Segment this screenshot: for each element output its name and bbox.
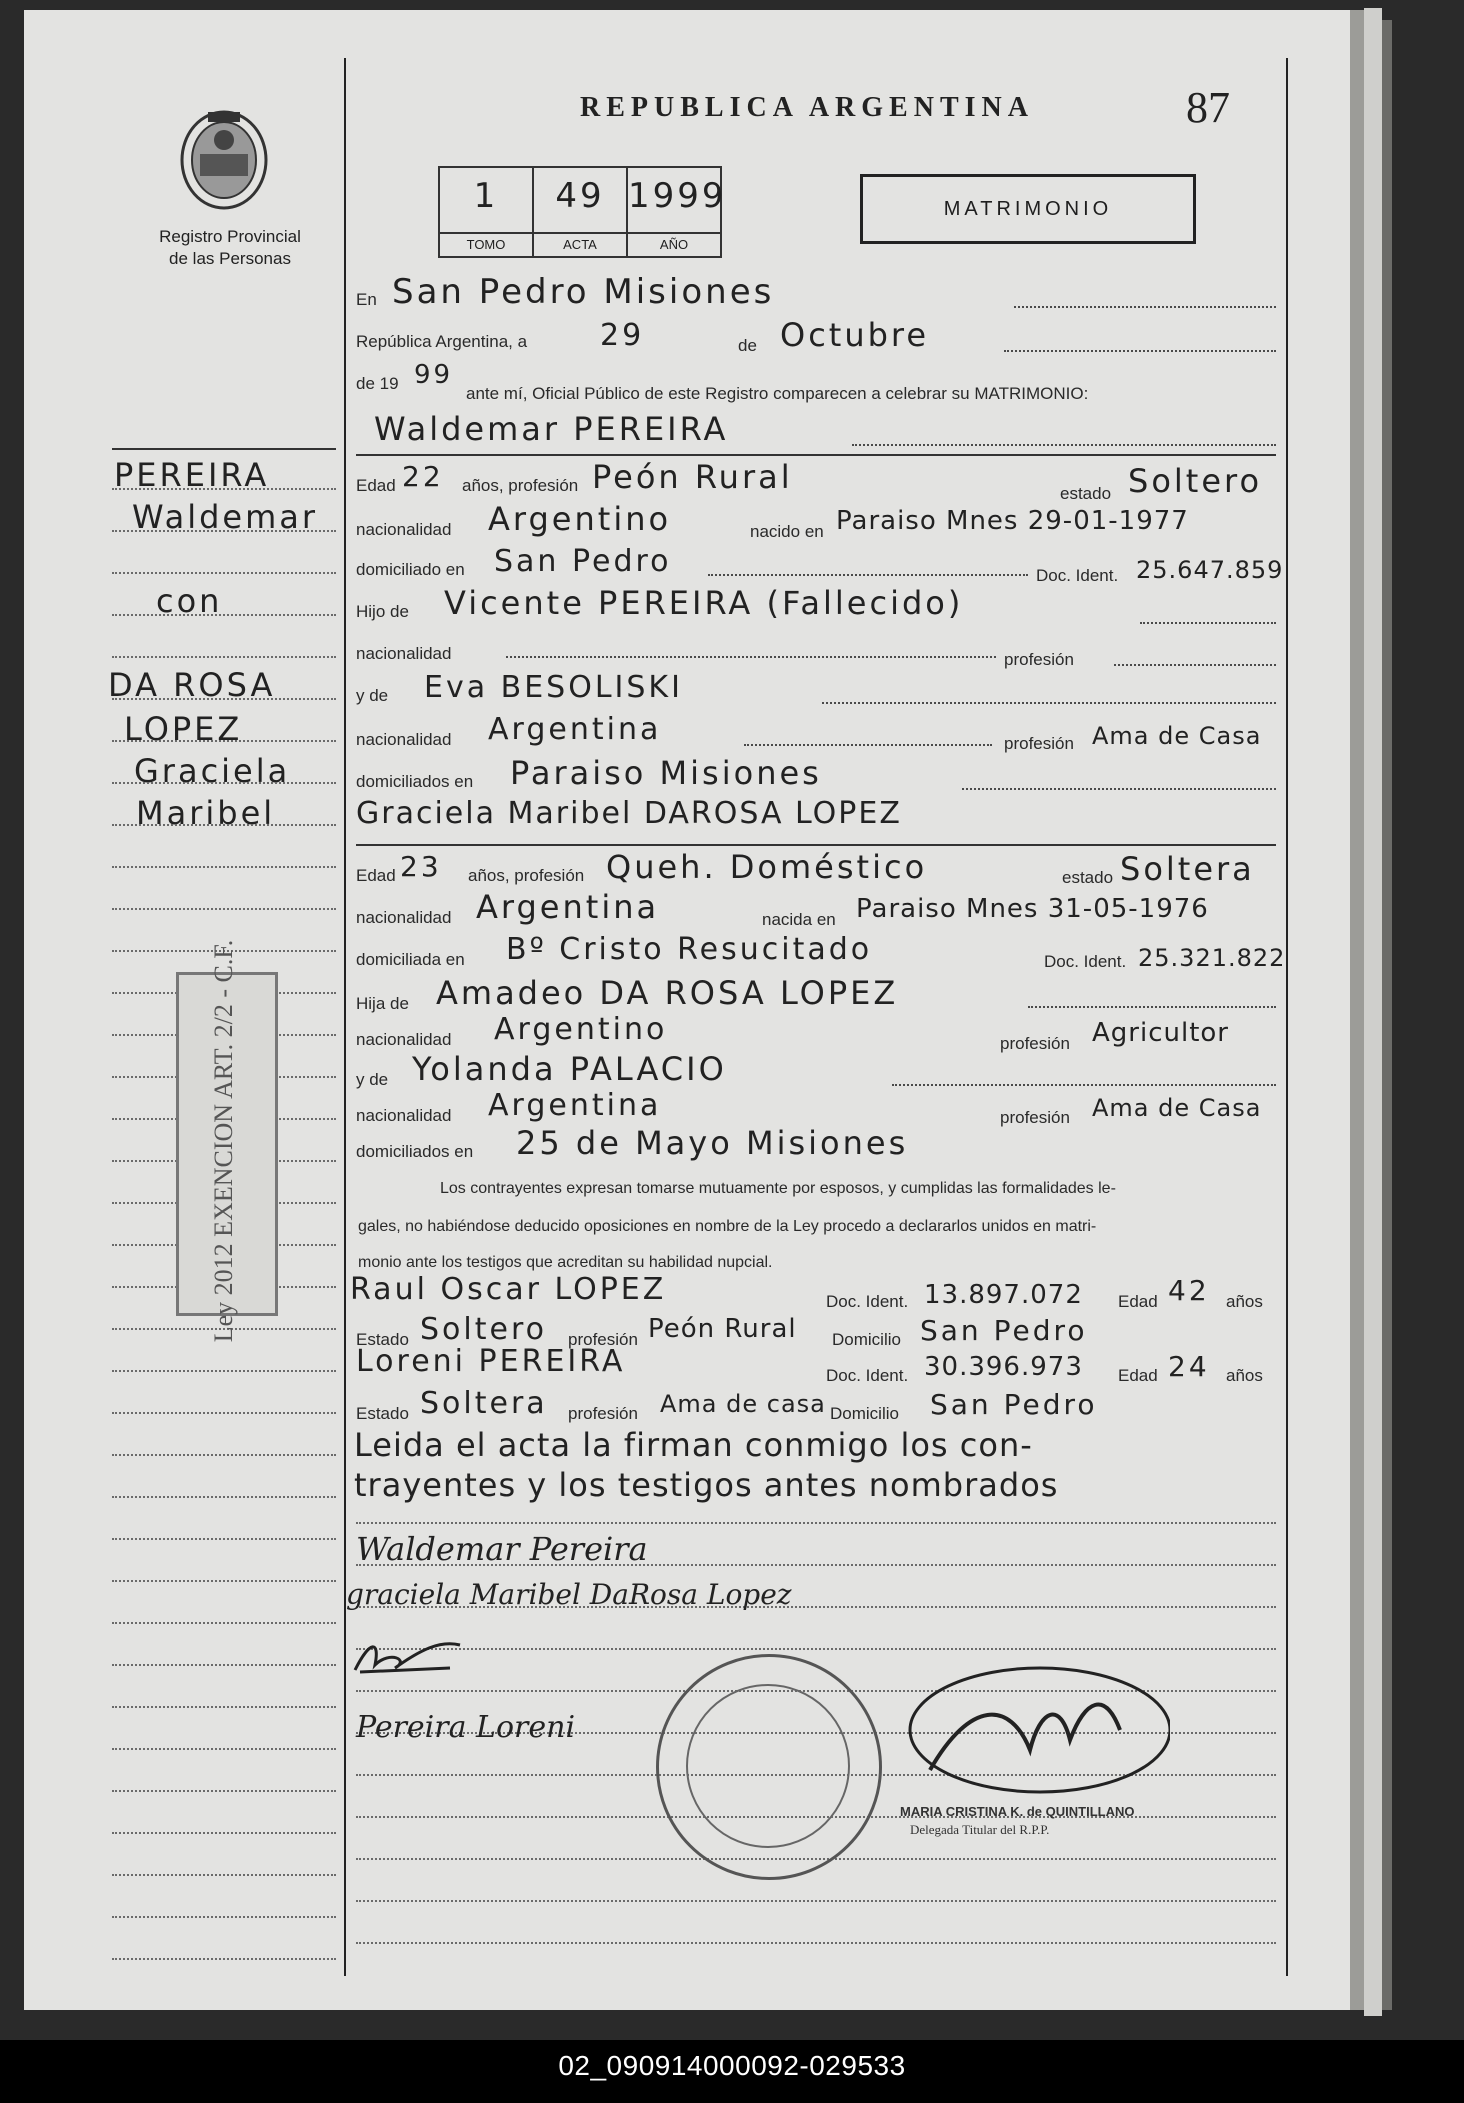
groom-hijo-label: Hijo de	[356, 602, 409, 621]
acta-label: ACTA	[534, 232, 626, 256]
record-box	[438, 166, 727, 258]
witness2-estado-label: Estado	[356, 1404, 409, 1423]
witness2-edad: 24	[1168, 1350, 1210, 1383]
margin-name-7: Maribel	[136, 794, 276, 832]
margin-name-5: LOPEZ	[124, 710, 243, 748]
ano-cell	[628, 168, 727, 256]
witness1-edad-label: Edad	[1118, 1292, 1158, 1311]
place-label: En	[356, 290, 377, 309]
right-border	[1286, 58, 1288, 1976]
witness1-prof-label: profesión	[568, 1330, 638, 1349]
groom-madre-prof-label: profesión	[1004, 734, 1074, 753]
closing-line-2: trayentes y los testigos antes nombrados	[354, 1466, 1059, 1504]
margin-divider	[344, 58, 346, 1976]
margin-rule	[112, 740, 336, 742]
bride-hija-label: Hija de	[356, 994, 409, 1013]
groom-madre-prof: Ama de Casa	[1092, 722, 1262, 750]
scan-id: 02_090914000092-029533	[558, 2050, 906, 2081]
groom-padre: Vicente PEREIRA (Fallecido)	[444, 584, 964, 622]
groom-madre-nac: Argentina	[488, 712, 662, 747]
witness2-name: Loreni PEREIRA	[356, 1344, 626, 1379]
intro-text: ante mí, Oficial Público de este Registro comparecen a celebrar su MATRIMONIO:	[466, 384, 1089, 403]
margin-rule	[112, 866, 336, 868]
margin-rule	[112, 1454, 336, 1456]
groom-estado: Soltero	[1128, 462, 1263, 500]
acta-cell	[534, 168, 628, 256]
margin-rule	[112, 782, 336, 784]
de-label: de	[738, 336, 757, 355]
body-rule	[356, 1942, 1276, 1944]
page-number: 87	[1186, 83, 1230, 132]
rule	[962, 788, 1276, 790]
bride-doc-label: Doc. Ident.	[1044, 952, 1127, 971]
bride-estado: Soltera	[1120, 850, 1255, 888]
margin-rule	[112, 1622, 336, 1624]
margin-rule	[112, 488, 336, 490]
place-value: San Pedro Misiones	[392, 272, 775, 312]
bride-doc: 25.321.822	[1138, 944, 1286, 972]
republic-label: República Argentina, a	[356, 332, 528, 351]
bride-edad-label: Edad	[356, 866, 396, 885]
margin-name-1: PEREIRA	[114, 456, 270, 494]
groom-doc-label: Doc. Ident.	[1036, 566, 1119, 585]
official-seal-inner	[686, 1684, 850, 1848]
rule	[1014, 306, 1276, 308]
groom-dom-label: domiciliado en	[356, 560, 465, 579]
day-value: 29	[600, 318, 645, 353]
bride-nacionalidad: Argentina	[476, 888, 660, 926]
registry-label	[140, 226, 320, 270]
groom-padre-prof-label: profesión	[1004, 650, 1074, 669]
groom-padres-dom: Paraiso Misiones	[510, 754, 822, 792]
margin-rule	[112, 1790, 336, 1792]
margin-rule	[112, 1958, 336, 1960]
official-role: Delegada Titular del R.P.P.	[910, 1822, 1050, 1837]
rule	[506, 656, 996, 658]
margin-underline	[112, 448, 336, 450]
groom-name: Waldemar PEREIRA	[374, 410, 729, 448]
signature-witness1-icon	[350, 1630, 470, 1680]
body-rule	[356, 1900, 1276, 1902]
declaration-line-2: gales, no habiéndose deducido oposiciones en nombre de la Ley procedo a declararlos unidos en matri-	[358, 1218, 1097, 1235]
groom-edad-label: Edad	[356, 476, 396, 495]
margin-rule	[112, 1748, 336, 1750]
witness1-domicilio: San Pedro	[920, 1314, 1088, 1347]
rule	[1114, 664, 1276, 666]
groom-doms-label: domiciliados en	[356, 772, 474, 791]
stamp-label: Ley 2012 EXENCION ART. 2/2 - C.F.	[209, 939, 238, 1343]
bride-padre-prof: Agricultor	[1092, 1018, 1229, 1048]
declaration-line-1: Los contrayentes expresan tomarse mutuamente por esposos, y cumplidas las formalidades le-	[440, 1180, 1116, 1197]
bride-nac-label: nacionalidad	[356, 908, 452, 927]
ano-label: AÑO	[628, 232, 720, 256]
margin-rule	[112, 1538, 336, 1540]
rule	[1140, 622, 1276, 624]
witness1-doc: 13.897.072	[924, 1280, 1083, 1310]
witness2-doc-label: Doc. Ident.	[826, 1366, 909, 1385]
page-edge	[1364, 8, 1382, 2016]
groom-prof-label: años, profesión	[462, 476, 579, 495]
bride-estado-label: estado	[1062, 868, 1114, 887]
closing-line-1: Leida el acta la firman conmigo los con-	[354, 1426, 1033, 1464]
margin-rule	[112, 572, 336, 574]
margin-rule	[112, 614, 336, 616]
groom-domicilio: San Pedro	[494, 544, 672, 579]
bride-name: Graciela Maribel DAROSA LOPEZ	[356, 796, 902, 831]
bride-edad: 23	[400, 850, 442, 883]
registry-label-line1: Registro Provincial	[159, 227, 301, 246]
month-value: Octubre	[780, 316, 930, 354]
rule	[822, 702, 1276, 704]
bride-domicilio: Bº Cristo Resucitado	[506, 932, 873, 967]
tomo-cell	[440, 168, 534, 256]
page-edge-shadow	[1382, 20, 1392, 2010]
witness2-edad-label: Edad	[1118, 1366, 1158, 1385]
groom-yde-label: y de	[356, 686, 389, 705]
declaration-line-3: monio ante los testigos que acreditan su habilidad nupcial.	[358, 1254, 773, 1271]
witness2-domicilio: San Pedro	[930, 1388, 1098, 1421]
tomo-value: 1	[473, 176, 499, 216]
margin-name-4: DA ROSA	[108, 666, 276, 704]
margin-rule	[112, 1580, 336, 1582]
bride-padre-nac: Argentino	[494, 1012, 668, 1047]
official-name: MARIA CRISTINA K. de QUINTILLANO	[900, 1804, 1135, 1819]
groom-nacido: Paraiso Mnes 29-01-1977	[836, 506, 1189, 536]
rule	[1004, 350, 1276, 352]
acta-value: 49	[555, 176, 605, 216]
witness1-doc-label: Doc. Ident.	[826, 1292, 909, 1311]
bride-madre-nac-label: nacionalidad	[356, 1106, 452, 1125]
groom-doc: 25.647.859	[1136, 556, 1284, 584]
margin-rule	[112, 1412, 336, 1414]
exemption-stamp-text	[176, 939, 272, 1343]
witness2-doc: 30.396.973	[924, 1352, 1083, 1382]
margin-rule	[112, 656, 336, 658]
groom-nac-label: nacionalidad	[356, 520, 452, 539]
ano-value: 1999	[628, 176, 727, 216]
margin-rule	[112, 824, 336, 826]
bride-yde-label: y de	[356, 1070, 389, 1089]
bride-madre-nac: Argentina	[488, 1088, 662, 1123]
year-value: 99	[414, 360, 454, 390]
rule	[744, 744, 992, 746]
witness2-anos-label: años	[1226, 1366, 1263, 1385]
witness1-anos-label: años	[1226, 1292, 1263, 1311]
bride-madre: Yolanda PALACIO	[412, 1050, 727, 1088]
body-rule	[356, 1522, 1276, 1524]
witness1-estado-label: Estado	[356, 1330, 409, 1349]
witness1-name: Raul Oscar LOPEZ	[350, 1272, 667, 1307]
bride-padre-nac-label: nacionalidad	[356, 1030, 452, 1049]
bride-padre-prof-label: profesión	[1000, 1034, 1070, 1053]
tomo-label: TOMO	[440, 232, 532, 256]
bride-nacida: Paraiso Mnes 31-05-1976	[856, 894, 1209, 924]
official-signature-icon	[890, 1660, 1170, 1810]
margin-rule	[112, 1916, 336, 1918]
groom-madre-nac-label: nacionalidad	[356, 730, 452, 749]
bride-profesion: Queh. Doméstico	[606, 848, 928, 886]
margin-rule	[112, 1664, 336, 1666]
rule	[708, 574, 1028, 576]
bride-padre: Amadeo DA ROSA LOPEZ	[436, 974, 899, 1012]
groom-edad: 22	[402, 460, 444, 493]
section-separator	[356, 454, 1276, 456]
groom-nacido-label: nacido en	[750, 522, 824, 541]
margin-rule	[112, 1370, 336, 1372]
witness2-dom-label: Domicilio	[830, 1404, 899, 1423]
bride-prof-label: años, profesión	[468, 866, 585, 885]
margin-name-2: Waldemar	[132, 498, 319, 536]
margin-name-3: con	[156, 582, 223, 620]
rule	[852, 444, 1276, 446]
witness2-prof-label: profesión	[568, 1404, 638, 1423]
signature-bride: graciela Maribel DaRosa Lopez	[346, 1578, 792, 1611]
rule	[1028, 1006, 1276, 1008]
groom-profesion: Peón Rural	[592, 458, 793, 496]
record-type-box: MATRIMONIO	[860, 174, 1196, 244]
bride-dom-label: domiciliada en	[356, 950, 465, 969]
margin-rule	[112, 698, 336, 700]
bride-doms-label: domiciliados en	[356, 1142, 474, 1161]
year-prefix: de 19	[356, 374, 399, 393]
bride-padres-dom: 25 de Mayo Misiones	[516, 1124, 909, 1162]
registry-seal-icon	[178, 104, 270, 212]
margin-rule	[112, 1832, 336, 1834]
margin-rule	[112, 1496, 336, 1498]
margin-rule	[112, 1874, 336, 1876]
witness1-estado: Soltero	[420, 1312, 547, 1347]
witness2-profesion: Ama de casa	[660, 1390, 826, 1418]
rule	[892, 1084, 1276, 1086]
margin-rule	[112, 908, 336, 910]
groom-padre-nac-label: nacionalidad	[356, 644, 452, 663]
margin-rule	[112, 530, 336, 532]
witness1-dom-label: Domicilio	[832, 1330, 901, 1349]
signature-groom: Waldemar Pereira	[356, 1530, 648, 1568]
section-separator	[356, 844, 1276, 846]
witness2-estado: Soltera	[420, 1386, 548, 1421]
country-title: REPUBLICA ARGENTINA	[580, 92, 1034, 123]
witness1-profesion: Peón Rural	[648, 1314, 797, 1344]
bride-madre-prof: Ama de Casa	[1092, 1094, 1262, 1122]
margin-rule	[112, 1706, 336, 1708]
bride-madre-prof-label: profesión	[1000, 1108, 1070, 1127]
body-rule	[356, 1648, 1276, 1650]
groom-nacionalidad: Argentino	[488, 500, 672, 538]
registry-label-line2: de las Personas	[169, 249, 291, 268]
groom-madre: Eva BESOLISKI	[424, 670, 683, 705]
margin-name-6: Graciela	[134, 752, 291, 790]
bride-nacida-label: nacida en	[762, 910, 836, 929]
signature-witness2: Pereira Loreni	[356, 1710, 576, 1745]
witness1-edad: 42	[1168, 1274, 1210, 1307]
groom-estado-label: estado	[1060, 484, 1112, 503]
